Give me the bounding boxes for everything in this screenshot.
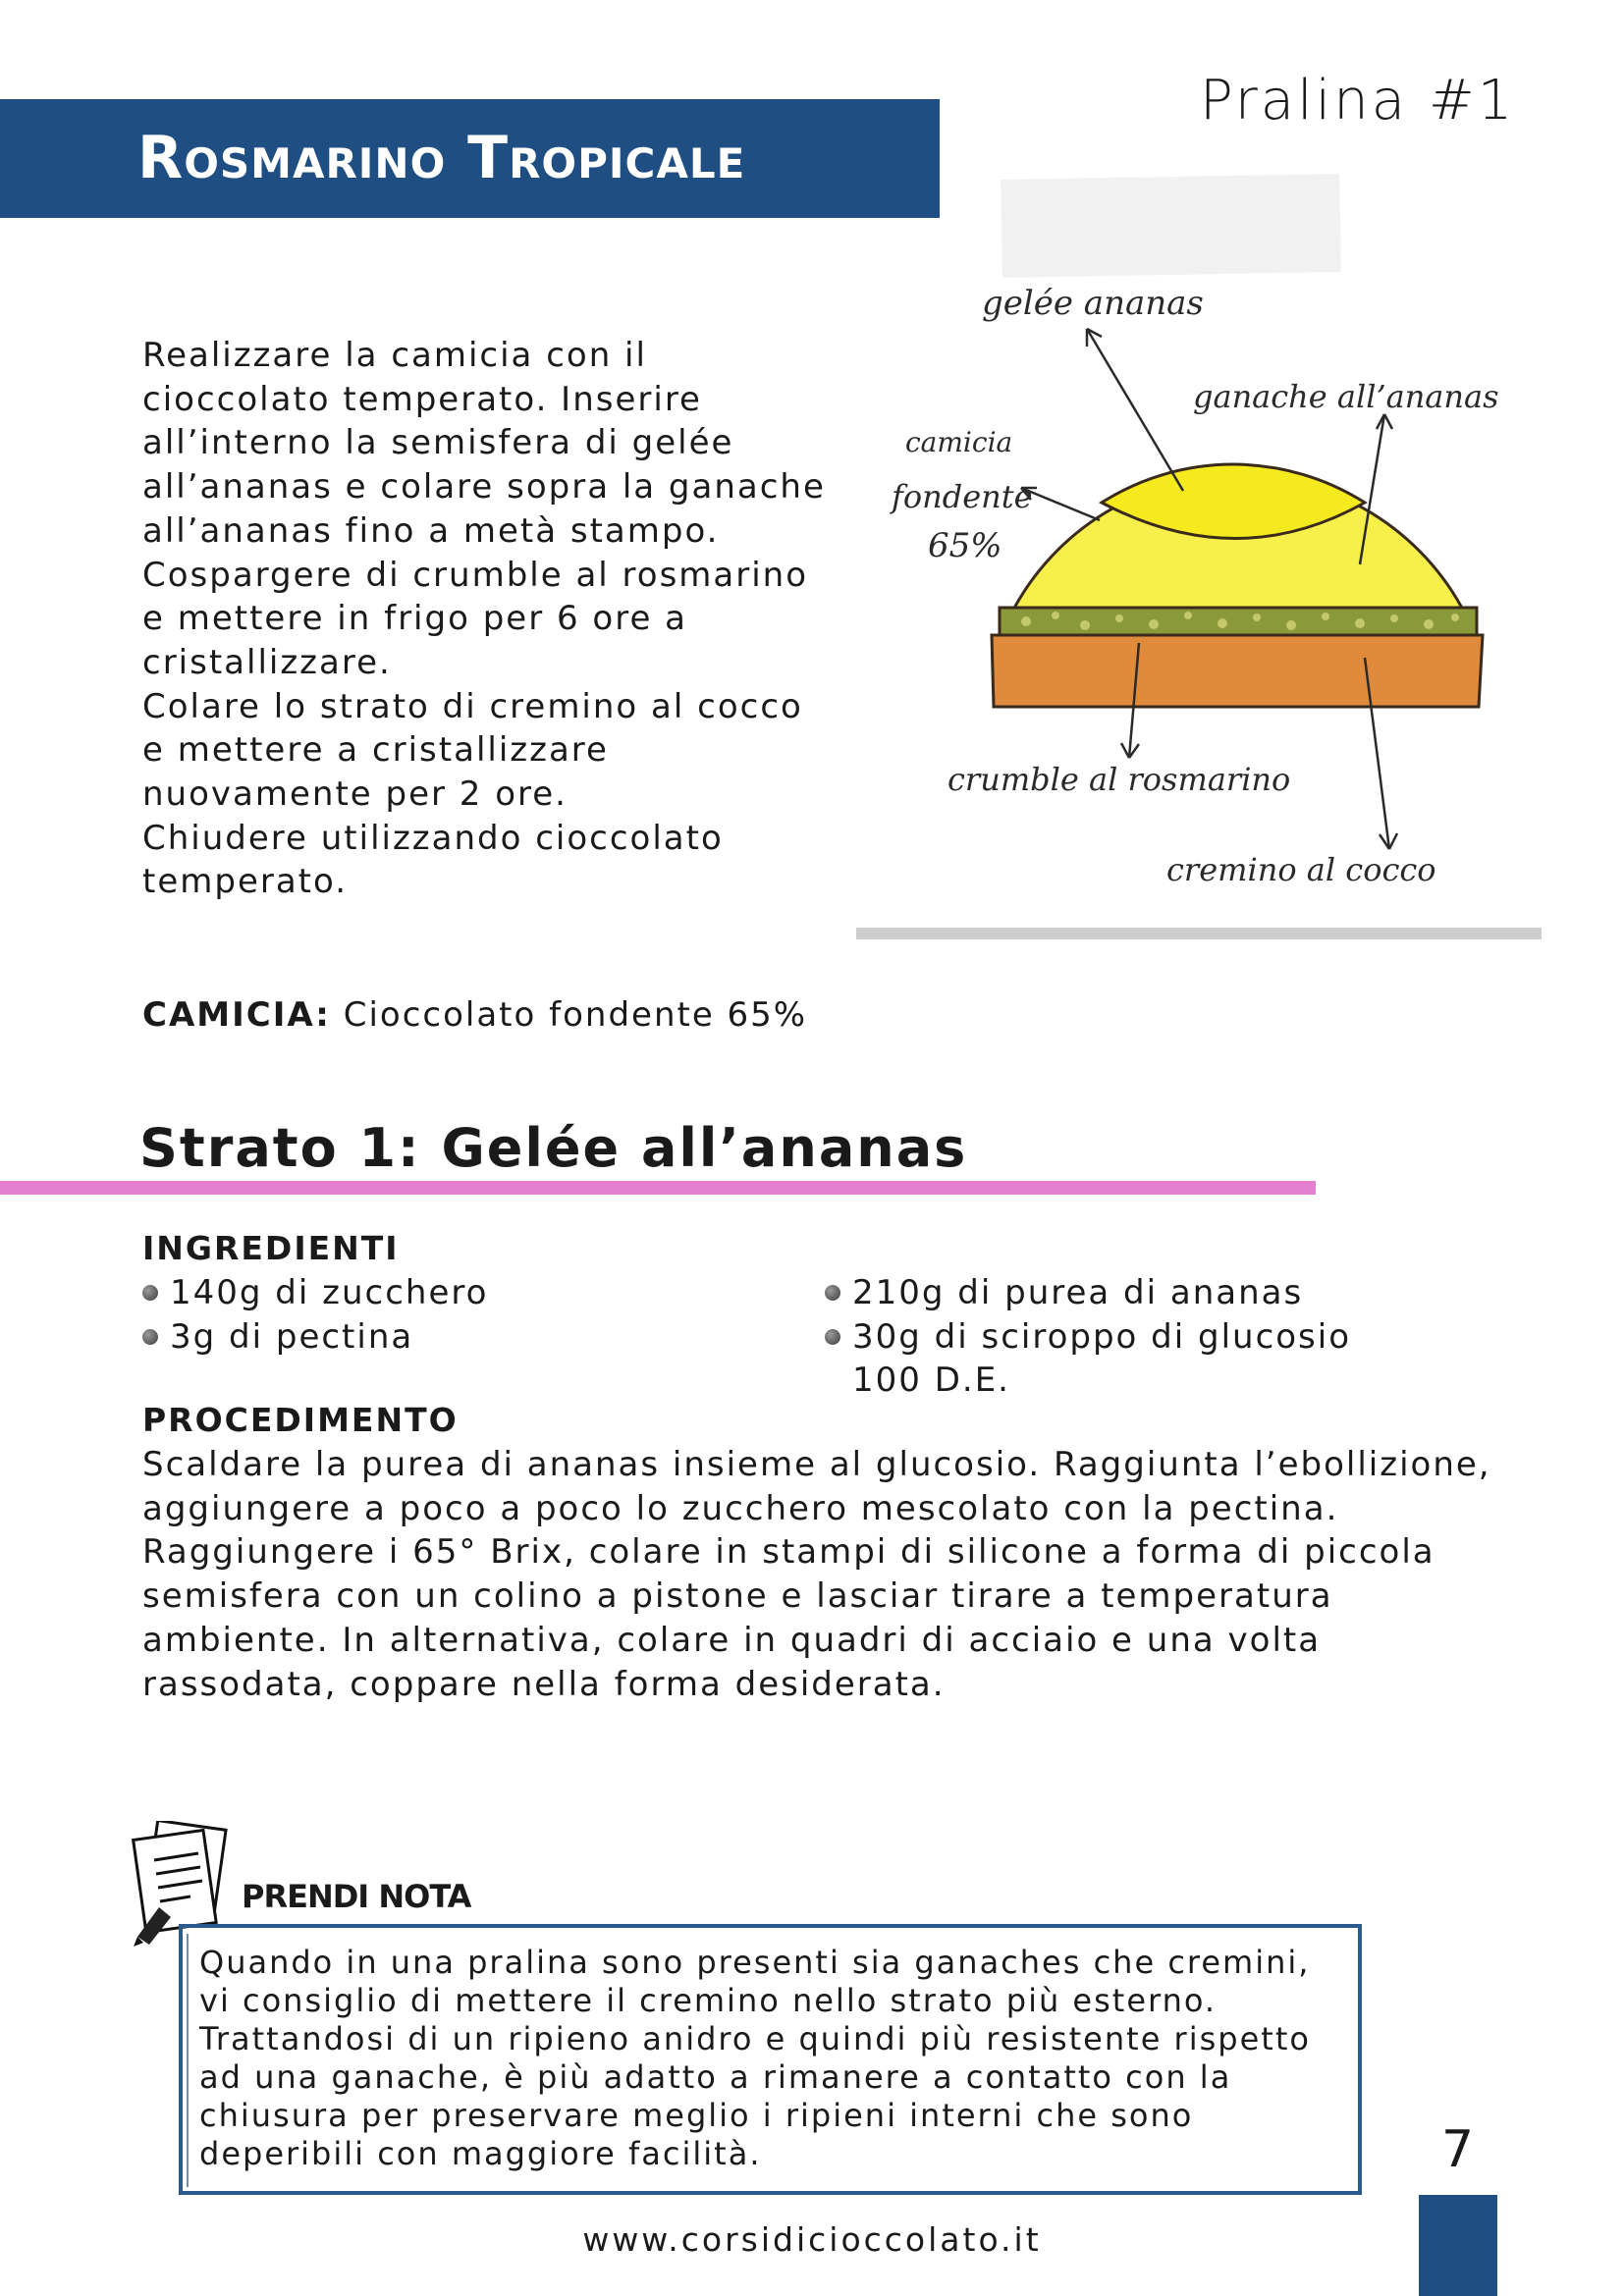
procedure-text: Scaldare la purea di ananas insieme al glucosio. Raggiunta l’ebollizione, aggiungere a poco a poco lo zucchero mescolato con la pectina. Raggiungere i 65° Brix, colare in stampi di silicone a forma di piccola semisfera con un colino a pistone e lasciar tirare a temperatura ambiente. In alternativa, colare in quadri di acciaio e una volta rassodata, coppare nella forma desiderata. [142, 1445, 1491, 1704]
bullet-icon [142, 1329, 158, 1345]
website-link[interactable]: www.corsidicioccolato.it [582, 2220, 1042, 2259]
bullet-icon [825, 1285, 840, 1301]
intro-text: Realizzare la camicia con il cioccolato temperato. Inserire all’interno la semisfera di gelée all’ananas e colare sopra la ganache all’ananas fino a metà stampo. Cospargere di crumble al rosmarino e mettere in frigo per 6 ore a cristallizzare. Colare lo strato di cremino al cocco e mettere a cristallizzare nuovamente per 2 ore. Chiudere utilizzando cioccolato temperato. [142, 336, 826, 902]
pralina-number: Pralina #1 [1200, 69, 1516, 133]
crumble-layer [1000, 608, 1477, 635]
section-title-strato1: Strato 1: Gelée all’ananas [139, 1117, 968, 1179]
label-gelee: gelée ananas [982, 284, 1204, 323]
label-percent: 65% [928, 526, 1002, 565]
section-divider [0, 1181, 1316, 1195]
list-item: 210g di purea di ananas [825, 1271, 1453, 1315]
bullet-icon [142, 1285, 158, 1301]
note-text: Quando in una pralina sono presenti sia ganaches che cremini, vi consiglio di mettere il cremino nello strato più esterno. Trattandosi di un ripieno anidro e quindi più resistente rispetto ad una ganache, è più adatto a rimanere a contatto con la chiusura per preservare meglio i ripieni interni che sono deperibili con maggiore facilità. [199, 1944, 1311, 2172]
label-ganache: ganache all’ananas [1193, 378, 1499, 415]
camicia-value: Cioccolato fondente 65% [343, 995, 808, 1035]
cremino-layer [992, 635, 1483, 707]
camicia-label: CAMICIA: [142, 995, 331, 1035]
ingredients-left [142, 1271, 781, 1359]
ingredients-heading: INGREDIENTI [142, 1229, 400, 1267]
note-heading: PRENDI NOTA [242, 1878, 471, 1915]
praline-diagram [854, 172, 1542, 947]
procedure-heading: PROCEDIMENTO [142, 1401, 459, 1439]
list-item: 30g di sciroppo di glucosio 100 D.E. [825, 1315, 1402, 1403]
list-item: 3g di pectina [142, 1315, 781, 1360]
page-title: Rosmarino Tropicale [137, 124, 746, 192]
bullet-icon [825, 1329, 840, 1345]
page-number: 7 [1441, 2120, 1475, 2179]
tape-strip [1001, 174, 1341, 278]
label-cremino: cremino al cocco [1166, 851, 1436, 888]
label-fondente: fondente [892, 478, 1033, 515]
list-item: 140g di zucchero [142, 1271, 781, 1315]
camicia-line [142, 993, 807, 1038]
paper-shadow [856, 928, 1542, 939]
ingredients-right [825, 1271, 1453, 1403]
label-camicia: camicia [905, 426, 1013, 458]
label-crumble: crumble al rosmarino [947, 761, 1291, 798]
